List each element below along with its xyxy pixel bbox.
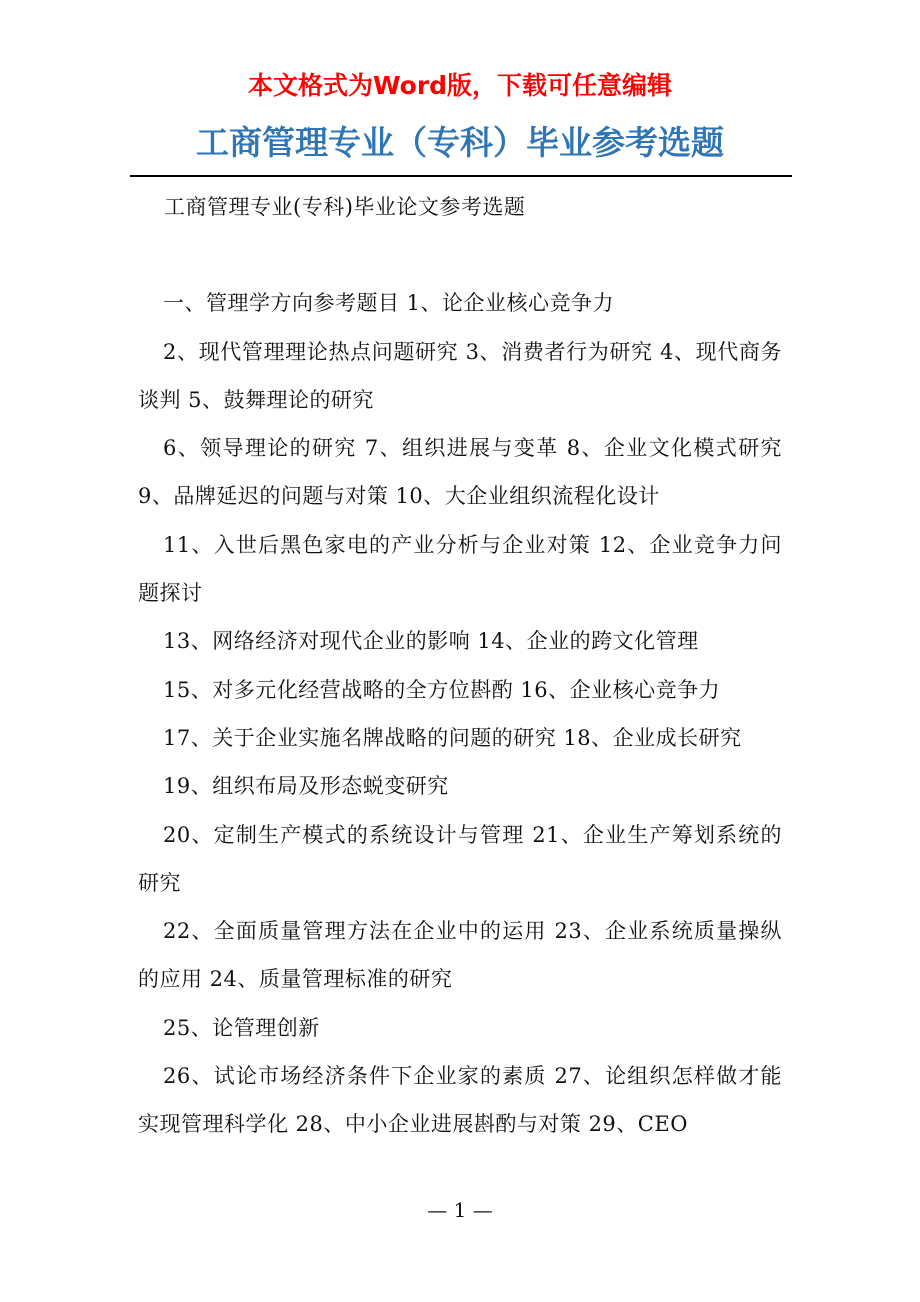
blank-line <box>138 231 782 279</box>
document-subtitle: 工商管理专业(专科)毕业论文参考选题 <box>164 195 526 219</box>
paragraph: 一、管理学方向参考题目 1、论企业核心竞争力 <box>163 291 615 316</box>
document-title: 工商管理专业（专科）毕业参考选题 <box>196 123 724 162</box>
paragraph: 11、入世后黑色家电的产业分析与企业对策 12、企业竞争力问题探讨 <box>138 532 782 606</box>
paragraph: 2、现代管理理论热点问题研究 3、消费者行为研究 4、现代商务谈判 5、鼓舞理论的研究 <box>138 339 782 412</box>
paragraph: 13、网络经济对现代企业的影响 14、企业的跨文化管理 <box>163 629 699 654</box>
page-number: — 1 — <box>427 1198 493 1222</box>
header-divider <box>130 175 792 177</box>
paragraph: 15、对多元化经营战略的全方位斟酌 16、企业核心竞争力 <box>163 677 721 702</box>
format-notice-banner: 本文格式为Word版，下载可任意编辑 <box>247 71 673 100</box>
paragraph: 20、定制生产模式的系统设计与管理 21、企业生产筹划系统的研究 <box>138 822 782 895</box>
document-body <box>138 183 782 1149</box>
paragraph: 22、全面质量管理方法在企业中的运用 23、企业系统质量操纵的应用 24、质量管理标准的研究 <box>138 919 782 992</box>
paragraph: 26、试论市场经济条件下企业家的素质 27、论组织怎样做才能实现管理科学化 28、中小企业进展斟酌与对策 29、CEO <box>138 1064 782 1137</box>
paragraph: 19、组织布局及形态蜕变研究 <box>163 774 449 799</box>
paragraph: 17、关于企业实施名牌战略的问题的研究 18、企业成长研究 <box>163 725 742 750</box>
paragraph: 6、领导理论的研究 7、组织进展与变革 8、企业文化模式研究 9、品牌延迟的问题与对策 10、大企业组织流程化设计 <box>138 436 782 509</box>
paragraph: 25、论管理创新 <box>163 1015 320 1040</box>
